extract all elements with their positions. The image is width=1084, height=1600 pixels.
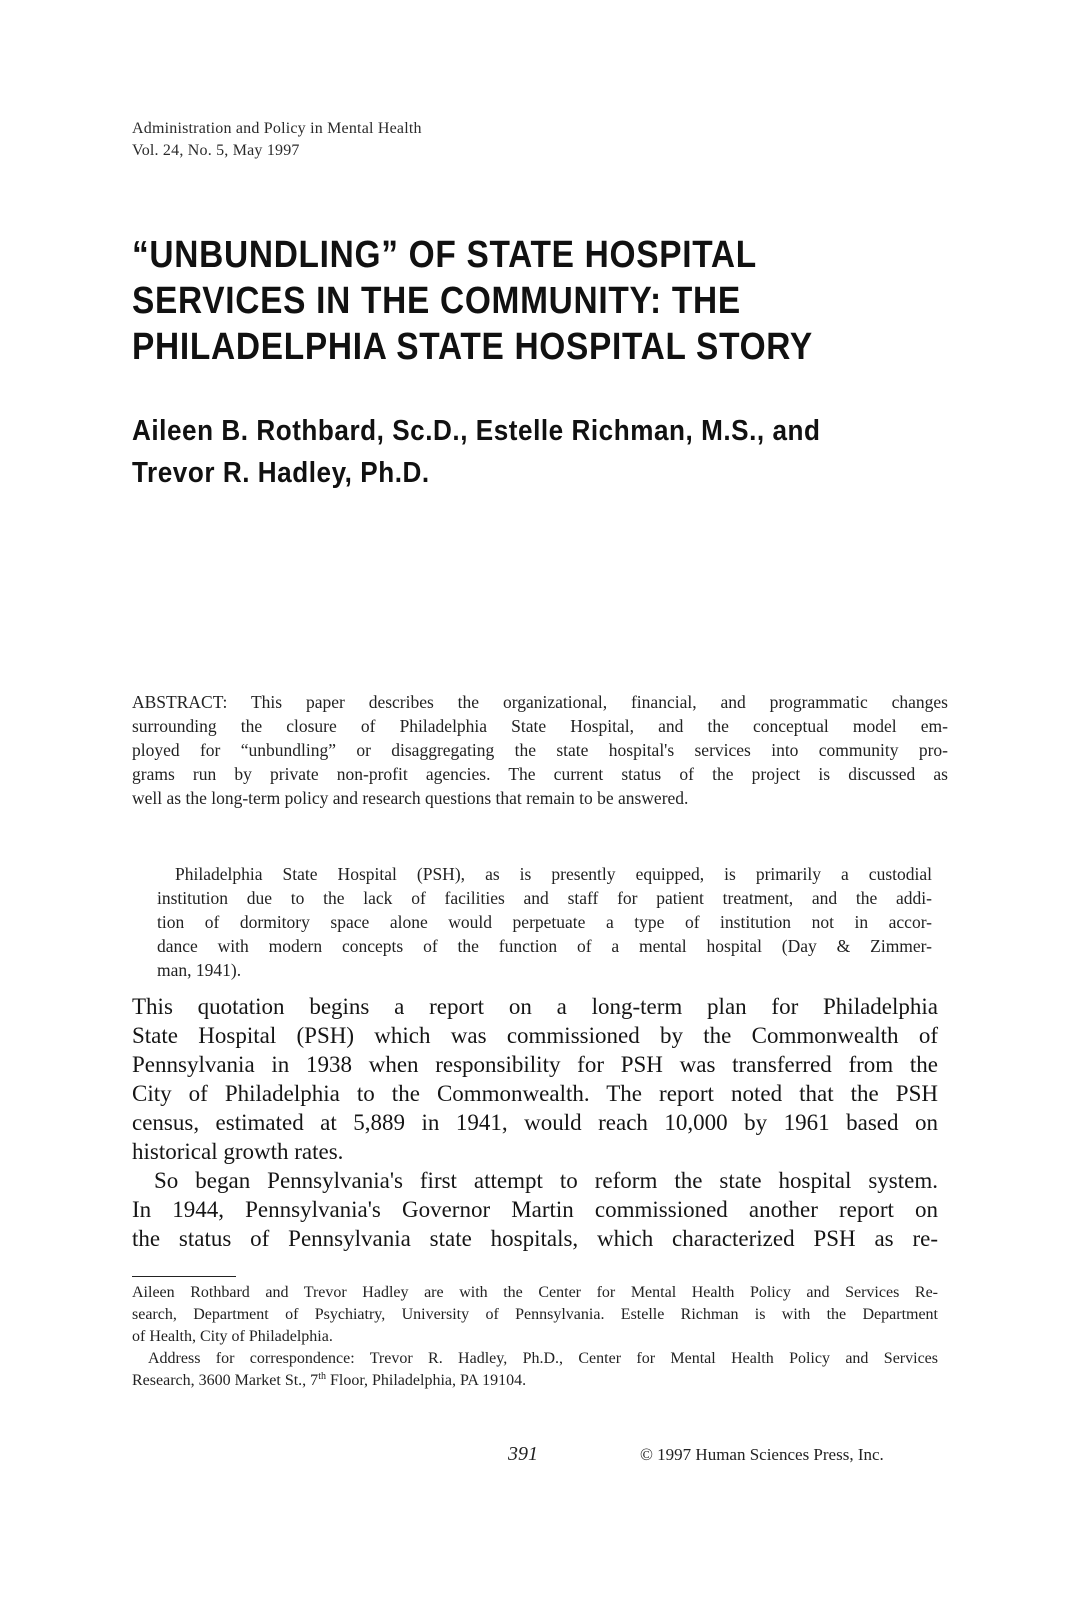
abstract-line: well as the long-term policy and research questions that remain to be answered. <box>132 788 689 808</box>
quote-line: tion of dormitory space alone would perpetuate a type of institution not in accor- <box>157 912 932 932</box>
quote-line: dance with modern concepts of the function of a mental hospital (Day & Zimmer- <box>157 936 932 956</box>
abstract-line: ABSTRACT: This paper describes the organizational, financial, and programmatic changes <box>132 692 948 712</box>
body-line: historical growth rates. <box>132 1139 344 1164</box>
author-list <box>132 410 821 494</box>
journal-name: Administration and Policy in Mental Health <box>132 120 422 137</box>
body-line: City of Philadelphia to the Commonwealth. The report noted that the PSH <box>132 1081 938 1106</box>
footnote-line: Address for correspondence: Trevor R. Hadley, Ph.D., Center for Mental Health Policy and Services <box>148 1350 938 1367</box>
title-line: “UNBUNDLING” OF STATE HOSPITAL <box>132 234 757 276</box>
ordinal-suffix: th <box>318 1371 326 1382</box>
footnote-line: of Health, City of Philadelphia. <box>132 1328 333 1345</box>
abstract-line: surrounding the closure of Philadelphia State Hospital, and the conceptual model em- <box>132 716 948 736</box>
quote-line: man, 1941). <box>157 960 242 980</box>
body-line: census, estimated at 5,889 in 1941, would reach 10,000 by 1961 based on <box>132 1110 938 1135</box>
footnote-address-line <box>132 1370 938 1392</box>
author-line: Aileen B. Rothbard, Sc.D., Estelle Richman, M.S., and <box>132 415 821 447</box>
copyright-notice: © 1997 Human Sciences Press, Inc. <box>640 1445 884 1464</box>
title-line: SERVICES IN THE COMMUNITY: THE <box>132 280 741 322</box>
footnote-divider <box>132 1276 236 1277</box>
abstract-line: ployed for “unbundling” or disaggregating the state hospital's services into community pro- <box>132 740 948 760</box>
abstract <box>132 690 948 810</box>
body-text <box>132 992 938 1253</box>
journal-header <box>132 118 422 162</box>
quote-line: institution due to the lack of facilities and staff for patient treatment, and the addi- <box>157 888 932 908</box>
footnote-line: search, Department of Psychiatry, University of Pennsylvania. Estelle Richman is with the Department <box>132 1306 938 1323</box>
body-line: This quotation begins a report on a long-term plan for Philadelphia <box>132 994 938 1019</box>
article-title <box>132 232 854 370</box>
page-number: 391 <box>508 1443 538 1465</box>
footnote-line: Aileen Rothbard and Trevor Hadley are with the Center for Mental Health Policy and Services Re- <box>132 1284 938 1301</box>
body-line: the status of Pennsylvania state hospitals, which characterized PSH as re- <box>132 1226 938 1251</box>
body-line: In 1944, Pennsylvania's Governor Martin commissioned another report on <box>132 1197 938 1222</box>
body-line: So began Pennsylvania's first attempt to reform the state hospital system. <box>154 1168 938 1193</box>
author-line: Trevor R. Hadley, Ph.D. <box>132 457 430 489</box>
title-line: PHILADELPHIA STATE HOSPITAL STORY <box>132 326 813 368</box>
journal-issue: Vol. 24, No. 5, May 1997 <box>132 142 300 159</box>
address-text-end: Floor, Philadelphia, PA 19104. <box>325 1372 527 1389</box>
address-text: Research, 3600 Market St., 7 <box>132 1372 319 1389</box>
abstract-line: grams run by private non-profit agencies. The current status of the project is discussed as <box>132 764 948 784</box>
body-line: Pennsylvania in 1938 when responsibility for PSH was transferred from the <box>132 1052 938 1077</box>
quote-line: Philadelphia State Hospital (PSH), as is presently equipped, is primarily a custodial <box>175 864 932 884</box>
footnote <box>132 1282 938 1392</box>
body-line: State Hospital (PSH) which was commissioned by the Commonwealth of <box>132 1023 938 1048</box>
block-quote <box>157 862 932 982</box>
